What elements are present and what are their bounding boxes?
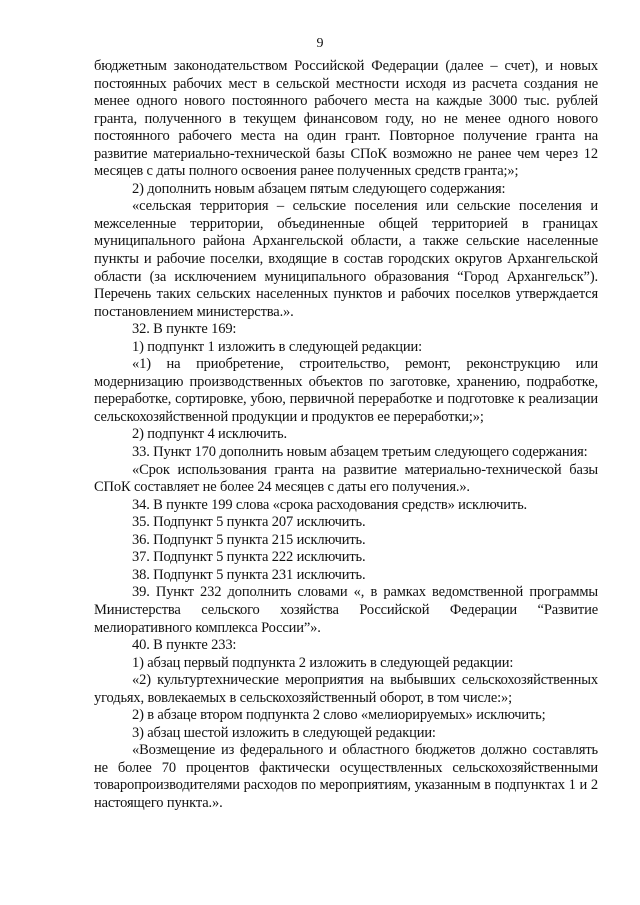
paragraph: бюджетным законодательством Российской Федерации (далее – счет), и новых постоянных рабочих мест в сельской местности исходя из расчета создания не менее одного нового постоянного рабочего места на каждые 3000 тыс. рублей гранта, полученного в текущем финансовом году, но не менее одного нового постоянного рабочего места на один грант. Повторное получение гранта на развитие материально-технической базы СПоК возможно не ранее чем через 12 месяцев с даты полного освоения ранее полученных средств гранта;»;: [94, 58, 598, 180]
paragraph: 38. Подпункт 5 пункта 231 исключить.: [132, 566, 366, 583]
paragraph: 34. В пункте 199 слова «срока расходования средств» исключить.: [132, 496, 528, 513]
paragraph: 35. Подпункт 5 пункта 207 исключить.: [132, 514, 366, 531]
paragraph: 39. Пункт 232 дополнить словами «, в рамках ведомственной программы Министерства сельского хозяйства Российской Федерации “Развитие мелиоративного комплекса России”».: [94, 584, 598, 636]
paragraph: 40. В пункте 233:: [132, 637, 237, 654]
paragraph: 1) подпункт 1 изложить в следующей редакции:: [132, 338, 422, 355]
page-number: 9: [316, 36, 324, 51]
paragraph: 32. В пункте 169:: [132, 321, 237, 338]
paragraph: «1) на приобретение, строительство, ремонт, реконструкцию или модернизацию производственных объектов по заготовке, хранению, подработке, переработке, сортировке, убою, первичной переработке и подготовке к реализации сельскохозяйственной продукции и продуктов ее переработки;»;: [94, 356, 598, 425]
document-body: [94, 58, 598, 813]
paragraph: 37. Подпункт 5 пункта 222 исключить.: [132, 549, 366, 566]
paragraph: 36. Подпункт 5 пункта 215 исключить.: [132, 531, 366, 548]
paragraph: «Возмещение из федерального и областного бюджетов должно составлять не более 70 процентов фактически осуществленных сельскохозяйственными товаропроизводителями расходов по мероприятиям, указанным в подпунктах 1 и 2 настоящего пункта.».: [94, 742, 598, 811]
paragraph: 2) дополнить новым абзацем пятым следующего содержания:: [132, 180, 506, 197]
paragraph: 2) в абзаце втором подпункта 2 слово «мелиорируемых» исключить;: [132, 707, 546, 724]
paragraph: 33. Пункт 170 дополнить новым абзацем третьим следующего содержания:: [132, 444, 588, 461]
paragraph: «сельская территория – сельские поселения или сельские поселения и межселенные территории, объединенные общей территорией в границах муниципального района Архангельской области, а также сельские населенные пункты и рабочие поселки, входящие в состав городских округов Архангельской области (за исключением муниципального образования “Город Архангельск”). Перечень таких сельских населенных пунктов и рабочих поселков утверждается постановлением министерства.».: [94, 198, 598, 320]
paragraph: 1) абзац первый подпункта 2 изложить в следующей редакции:: [132, 654, 514, 671]
paragraph: 3) абзац шестой изложить в следующей редакции:: [132, 724, 436, 741]
paragraph: «2) культуртехнические мероприятия на выбывших сельскохозяйственных угодьях, вовлекаемых в сельскохозяйственный оборот, в том числе:»;: [94, 672, 598, 706]
paragraph: 2) подпункт 4 исключить.: [132, 426, 287, 443]
paragraph: «Срок использования гранта на развитие материально-технической базы СПоК составляет не более 24 месяцев с даты его получения.».: [94, 461, 598, 496]
